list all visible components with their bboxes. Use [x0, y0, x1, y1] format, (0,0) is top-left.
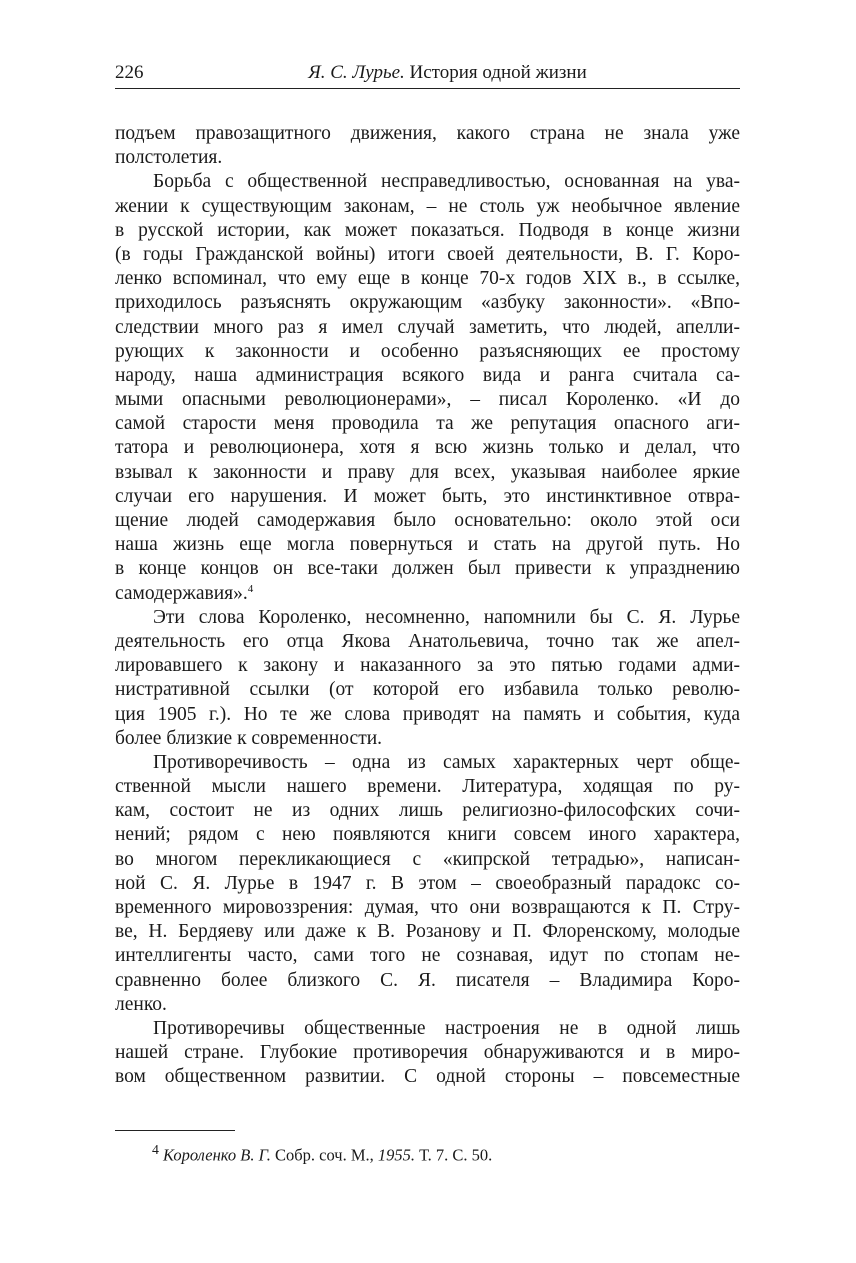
- footnote-year: 1955.: [377, 1145, 416, 1165]
- text-line: интеллигенты часто, сами того не сознавая, идут по стопам не-: [115, 945, 740, 967]
- text-line-with-note: [115, 582, 740, 606]
- text-line: временного мировоззрения: думая, что они возвращаются к П. Стру-: [115, 897, 740, 918]
- text-line: в русской истории, как может показаться. Подводя в конце жизни: [115, 219, 740, 241]
- text-line: приходилось разъяснять окружающим «азбуку законности». «Впо-: [115, 292, 740, 314]
- text-line: ственной мысли нашего времени. Литература, ходящая по ру-: [115, 776, 740, 798]
- text-line: более близкие к современности.: [115, 727, 383, 749]
- text-line: татора и революционера, хотя я всю жизнь только и делал, что: [115, 437, 740, 459]
- footnote-reference-text: Т. 7. С. 50.: [419, 1145, 493, 1165]
- text-line: ной С. Я. Лурье в 1947 г. В этом – своеобразный парадокс со-: [115, 872, 740, 894]
- body-text: [115, 122, 740, 1090]
- footnote-divider: [115, 1130, 235, 1131]
- text-line: полстолетия.: [115, 147, 223, 169]
- text-line: жении к существующим законам, – не столь уж необычное явление: [115, 195, 740, 217]
- text-line: рующих к законности и особенно разъясняющих ее простому: [115, 340, 740, 362]
- text-line: нений; рядом с нею появляются книги совсем иного характера,: [115, 824, 740, 846]
- text-line: ция 1905 г.). Но те же слова приводят на память и события, куда: [115, 703, 740, 725]
- text-line: народу, наша администрация всякого вида и ранга считала са-: [115, 364, 740, 386]
- text-line: деятельность его отца Якова Анатольевича, точно так же апел-: [115, 630, 740, 652]
- text-line: самой старости меня проводила та же репутация опасного аги-: [115, 413, 740, 435]
- text-line: наша жизнь еще могла повернуться и стать на другой путь. Но: [115, 534, 740, 556]
- running-title: [115, 62, 740, 84]
- footnote: [152, 1142, 492, 1166]
- text-line: в конце концов он все-таки должен был привести к упразднению: [115, 558, 740, 580]
- footnote-source: Собр. соч. М.,: [274, 1145, 374, 1165]
- running-head: [115, 60, 740, 89]
- text-line: ве, Н. Бердяеву или даже к В. Розанову и П. Флоренскому, молодые: [115, 921, 740, 943]
- paragraph-first-line: Противоречивость – одна из самых характерных черт обще-: [153, 751, 740, 773]
- footnote-number: 4: [152, 1142, 159, 1157]
- text-line: нашей стране. Глубокие противоречия обнаруживаются и в миро-: [115, 1042, 740, 1064]
- text-line: во многом перекликающиеся с «кипрской тетрадью», написан-: [115, 848, 740, 870]
- text-line: мыми опасными революционерами», – писал Короленко. «И до: [115, 389, 740, 411]
- paragraph-first-line: Борьба с общественной несправедливостью, основанная на ува-: [153, 171, 740, 193]
- text-line: (в годы Гражданской войны) итоги своей деятельности, В. Г. Коро-: [115, 243, 740, 265]
- text-line: щение людей самодержавия было основательно: около этой оси: [115, 510, 740, 531]
- text-line: подъем правозащитного движения, какого страна не знала уже: [115, 123, 740, 144]
- text-line: кам, состоит не из одних лишь религиозно-философских сочи-: [115, 800, 740, 822]
- page-number: 226: [115, 62, 144, 83]
- running-title-book: История одной жизни: [409, 62, 587, 83]
- footnote-author: Короленко В. Г.: [163, 1145, 271, 1165]
- text-line: лировавшего к закону и наказанного за это пятью годами адми-: [115, 655, 740, 677]
- text-line: следствии много раз я имел случай заметить, что людей, апелли-: [115, 316, 740, 338]
- paragraph-first-line: Эти слова Короленко, несомненно, напомнили бы С. Я. Лурье: [153, 606, 740, 628]
- running-title-author: Я. С. Лурье.: [308, 62, 405, 83]
- paragraph-first-line: Противоречивы общественные настроения не в одной лишь: [153, 1017, 740, 1039]
- text-line: случаи его нарушения. И может быть, это инстинктивное отвра-: [115, 485, 740, 507]
- text-line: взывал к законности и праву для всех, указывая наиболее яркие: [115, 461, 740, 483]
- text-line: самодержавия».: [115, 582, 248, 604]
- text-line: ленко вспоминал, что ему еще в конце 70-х годов XIX в., в ссылке,: [115, 268, 740, 290]
- text-line: сравненно более близкого С. Я. писателя – Владимира Коро-: [115, 969, 740, 991]
- text-line: ленко.: [115, 993, 167, 1015]
- footnote-reference[interactable]: 4: [247, 582, 254, 595]
- text-line: вом общественном развитии. С одной стороны – повсеместные: [115, 1066, 740, 1088]
- text-line: нистративной ссылки (от которой его избавила только револю-: [115, 679, 740, 701]
